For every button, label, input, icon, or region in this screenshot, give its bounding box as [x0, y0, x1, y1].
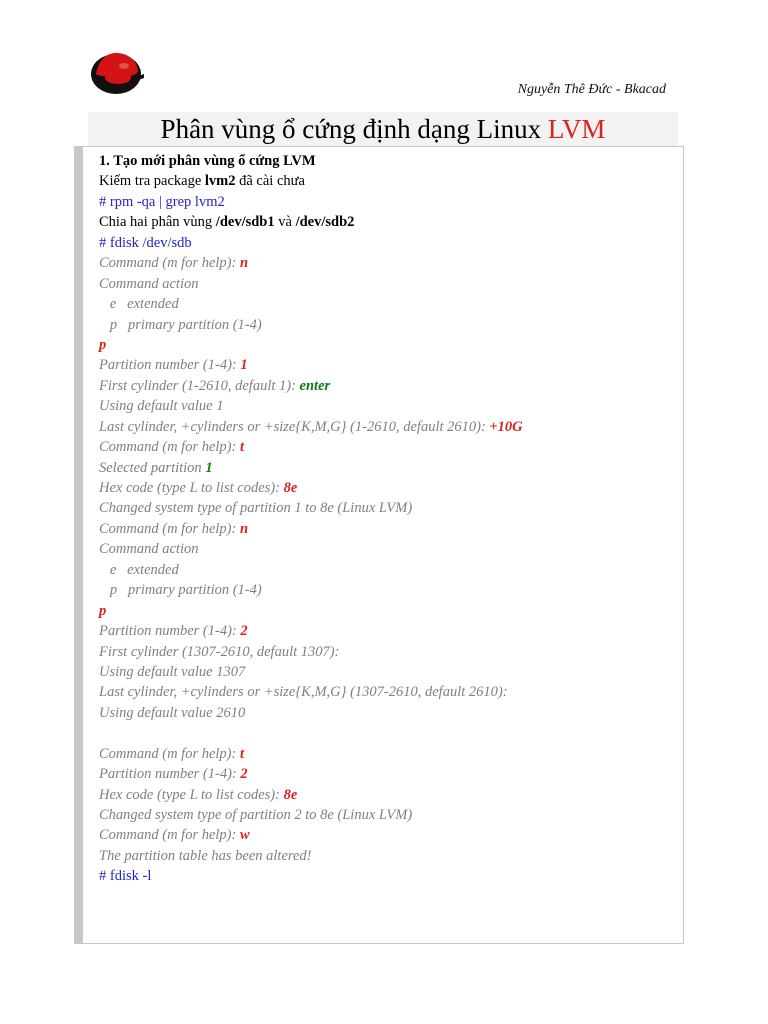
- line-segment: p: [99, 602, 107, 619]
- output-line: [99, 703, 679, 723]
- line-segment: 2: [240, 766, 248, 783]
- line-segment: Using default value 1: [99, 398, 224, 415]
- line-segment: Last cylinder, +cylinders or +size{K,M,G} (1-2610, default 2610):: [99, 418, 490, 435]
- line-segment: Command (m for help):: [99, 745, 240, 762]
- line-segment: t: [239, 745, 244, 762]
- title-text: Phân vùng ổ cứng định dạng Linux: [160, 114, 542, 144]
- line-segment: Command (m for help):: [99, 827, 240, 844]
- command-box: [74, 146, 684, 944]
- author-name: Nguyễn Thê Đức - Bkacad: [517, 82, 666, 97]
- output-line: [99, 519, 679, 539]
- line-segment: n: [239, 520, 249, 537]
- output-line: [99, 744, 679, 764]
- line-segment: p: [99, 336, 107, 353]
- line-segment: # fdisk /dev/sdb: [99, 234, 192, 251]
- line-segment: Partition number (1-4):: [99, 623, 241, 640]
- line-segment: e extended: [99, 296, 179, 313]
- line-segment: Using default value 1307: [99, 663, 246, 680]
- input-line: [99, 601, 679, 621]
- title-accent: LVM: [547, 114, 606, 144]
- output-line: [99, 560, 679, 580]
- line-segment: e extended: [99, 561, 179, 578]
- line-segment: /dev/sdb2: [295, 214, 355, 231]
- line-segment: The partition table has been altered!: [99, 847, 312, 864]
- output-line: [99, 437, 679, 457]
- line-segment: p primary partition (1-4): [99, 582, 262, 599]
- output-line: [99, 376, 679, 396]
- output-line: [99, 764, 679, 784]
- line-segment: Command (m for help):: [99, 439, 240, 456]
- line-segment: Last cylinder, +cylinders or +size{K,M,G} (1307-2610, default 2610):: [99, 684, 508, 701]
- line-segment: 1: [205, 459, 213, 476]
- line-segment: 8e: [283, 480, 298, 496]
- line-segment: Using default value 2610: [99, 704, 246, 721]
- output-line: [99, 458, 679, 478]
- output-line: [99, 253, 679, 273]
- line-segment: Partition number (1-4):: [99, 766, 241, 783]
- line-segment: Chia hai phân vùng: [99, 214, 216, 231]
- line-segment: First cylinder (1307-2610, default 1307):: [99, 643, 340, 660]
- line-segment: Selected partition: [99, 459, 206, 476]
- line-segment: w: [239, 827, 250, 844]
- line-segment: Partition number (1-4):: [99, 357, 241, 374]
- output-line: [99, 396, 679, 416]
- line-segment: Changed system type of partition 1 to 8e (Linux LVM): [99, 500, 413, 517]
- line-segment: t: [239, 439, 244, 456]
- line-segment: 1: [240, 357, 248, 374]
- line-segment: p primary partition (1-4): [99, 316, 262, 333]
- line-segment: n: [239, 255, 249, 272]
- command-line: [99, 233, 679, 253]
- line-segment: +10G: [489, 418, 523, 435]
- output-line: [99, 621, 679, 641]
- output-line: [99, 642, 679, 662]
- line-segment: Command action: [99, 541, 199, 558]
- line-segment: Kiểm tra package: [99, 173, 205, 190]
- text-line: [99, 171, 679, 191]
- line-segment: Hex code (type L to list codes):: [99, 786, 284, 803]
- output-line: [99, 498, 679, 518]
- line-segment: đã cài chưa: [235, 173, 305, 190]
- output-line: [99, 539, 679, 559]
- input-line: [99, 335, 679, 355]
- redhat-logo: [88, 44, 148, 96]
- text-line: [99, 212, 679, 232]
- line-segment: 1. Tạo mới phân vùng ổ cứng LVM: [99, 153, 316, 169]
- blank-line: [99, 723, 679, 743]
- page-title: [88, 112, 678, 146]
- line-segment: 2: [240, 623, 248, 640]
- command-line: [99, 866, 679, 886]
- output-line: [99, 580, 679, 600]
- line-segment: Command (m for help):: [99, 255, 240, 272]
- output-line: [99, 417, 679, 437]
- line-segment: 8e: [283, 786, 298, 803]
- output-line: [99, 478, 679, 498]
- output-line: [99, 315, 679, 335]
- output-line: [99, 355, 679, 375]
- command-line: [99, 192, 679, 212]
- output-line: [99, 825, 679, 845]
- line-segment: /dev/sdb1: [215, 214, 275, 231]
- output-line: [99, 662, 679, 682]
- line-segment: [99, 725, 103, 741]
- line-segment: và: [274, 214, 296, 231]
- line-segment: Hex code (type L to list codes):: [99, 480, 284, 496]
- line-segment: # fdisk -l: [99, 868, 152, 885]
- output-line: [99, 785, 679, 805]
- output-line: [99, 274, 679, 294]
- output-line: [99, 682, 679, 702]
- line-segment: First cylinder (1-2610, default 1):: [99, 377, 300, 394]
- output-line: [99, 846, 679, 866]
- line-segment: Command action: [99, 275, 199, 292]
- output-line: [99, 294, 679, 314]
- output-line: [99, 805, 679, 825]
- redhat-icon: [88, 44, 148, 96]
- line-segment: enter: [299, 377, 331, 394]
- line-segment: Command (m for help):: [99, 520, 240, 537]
- line-segment: lvm2: [204, 173, 236, 190]
- line-segment: Changed system type of partition 2 to 8e (Linux LVM): [99, 807, 413, 823]
- section-heading: [99, 151, 679, 171]
- command-lines: [99, 151, 679, 887]
- line-segment: # rpm -qa | grep lvm2: [99, 193, 225, 210]
